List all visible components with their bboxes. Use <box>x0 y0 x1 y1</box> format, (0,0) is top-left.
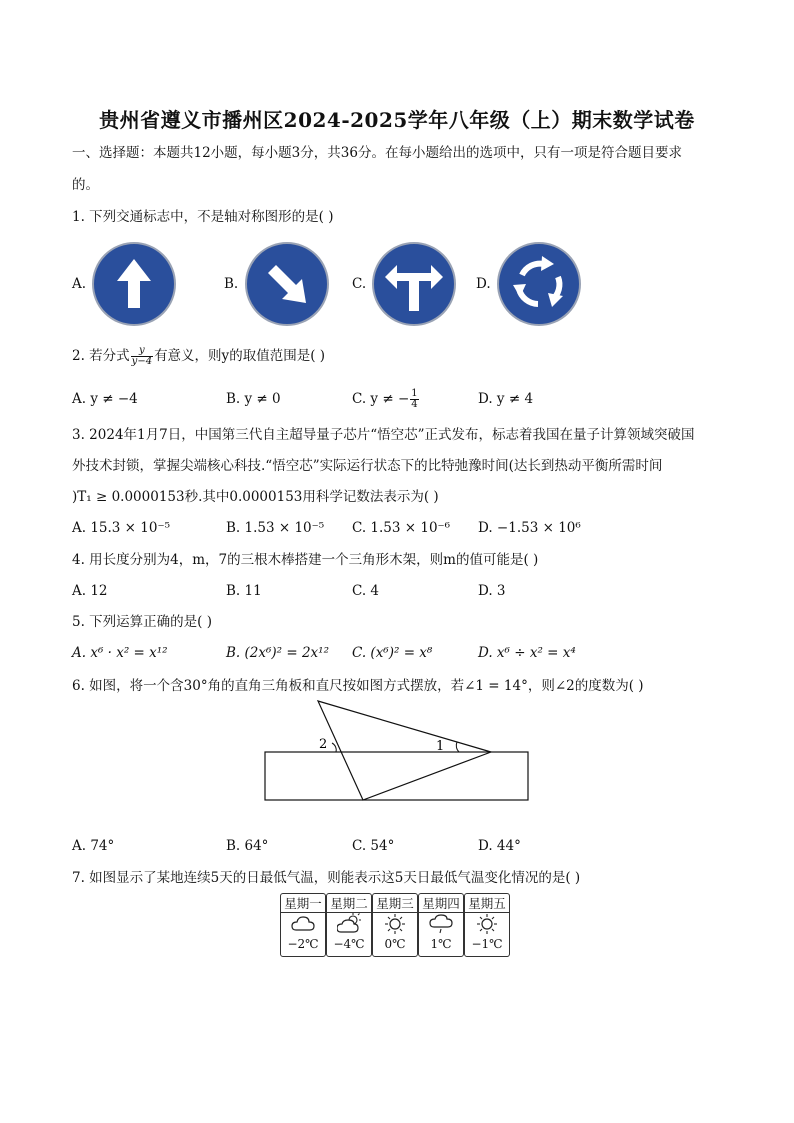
q6-option-c[interactable]: C. 54° <box>352 838 395 854</box>
q2-fraction <box>131 346 153 367</box>
weather-temp: −1℃ <box>471 937 503 951</box>
q1-option-a[interactable]: A. <box>72 276 87 292</box>
q2-stem-suffix: 有意义，则y的取值范围是( ) <box>154 348 326 364</box>
angle-2-label: 2 <box>319 737 328 752</box>
q1-option-d[interactable]: D. <box>476 276 491 292</box>
q6-option-b[interactable]: B. 64° <box>226 838 269 854</box>
q2-fraction-denominator: y−4 <box>131 356 153 367</box>
q3-option-d[interactable]: D. −1.53 × 10⁶ <box>478 520 581 536</box>
q2-option-c-text: C. y ≠ − <box>352 391 410 407</box>
turn-left-right-icon <box>371 241 457 327</box>
weather-day-4 <box>418 893 464 957</box>
q3-option-c[interactable]: C. 1.53 × 10⁻⁶ <box>352 520 451 536</box>
q4-option-a[interactable]: A. 12 <box>72 583 108 599</box>
angle-2-arc <box>332 743 336 752</box>
arrow-up-icon <box>91 241 177 327</box>
angle-1-arc <box>456 742 459 752</box>
cloud-icon <box>291 913 315 935</box>
section-instructions-line1: 一、选择题：本题共12小题，每小题3分，共36分。在每小题给出的选项中，只有一项是符合题目要求 <box>72 145 682 161</box>
sun-icon <box>383 913 407 935</box>
weather-temp: −2℃ <box>287 937 319 951</box>
q5-option-c[interactable]: C. (x⁶)² = x⁸ <box>352 645 433 661</box>
weather-temp: −4℃ <box>333 937 365 951</box>
q4-option-c[interactable]: C. 4 <box>352 583 380 599</box>
section-instructions-line2: 的。 <box>72 177 99 193</box>
q5-stem: 5. 下列运算正确的是( ) <box>72 614 212 630</box>
weather-day-label: 星期一 <box>281 895 325 913</box>
q1-option-b[interactable]: B. <box>224 276 239 292</box>
q7-stem: 7. 如图显示了某地连续5天的日最低气温，则能表示这5天日最低气温变化情况的是( ) <box>72 870 581 886</box>
q2-option-b[interactable]: B. y ≠ 0 <box>226 391 281 407</box>
q3-stem-line1: 3. 2024年1月7日，中国第三代自主超导量子芯片“悟空芯”正式发布，标志着我国在量子计算领域突破国 <box>72 427 695 443</box>
q3-stem-line3: )T₁ ≥ 0.0000153秒.其中0.0000153用科学记数法表示为( ) <box>72 489 439 505</box>
q1-stem: 1. 下列交通标志中，不是轴对称图形的是( ) <box>72 209 334 225</box>
q6-stem: 6. 如图，将一个含30°角的直角三角板和直尺按如图方式摆放，若∠1 = 14°，则∠2的度数为( ) <box>72 678 644 694</box>
weather-temp: 1℃ <box>430 937 452 951</box>
q3-stem-line2: 外技术封锁，掌握尖端核心科技.“悟空芯”实际运行状态下的比特弛豫时间(达长到热动平衡所需时间 <box>72 458 663 474</box>
weather-temp: 0℃ <box>384 937 406 951</box>
sun-cloud-icon <box>337 913 363 935</box>
q5-option-b[interactable]: B. (2x⁶)² = 2x¹² <box>226 645 329 661</box>
q1-option-c[interactable]: C. <box>352 276 367 292</box>
q2-option-a[interactable]: A. y ≠ −4 <box>72 391 138 407</box>
q2-stem <box>72 346 325 367</box>
q2-fraction-numerator: y <box>131 346 153 357</box>
q2-option-c-numerator: 1 <box>411 388 418 399</box>
weather-day-label: 星期四 <box>419 895 463 913</box>
q2-option-c[interactable] <box>352 389 420 410</box>
q5-option-d[interactable]: D. x⁶ ÷ x² = x⁴ <box>478 645 576 661</box>
page-title: 贵州省遵义市播州区2024-2025学年八年级（上）期末数学试卷 <box>99 108 695 132</box>
sun-icon <box>475 913 499 935</box>
arrow-down-right-icon <box>244 241 330 327</box>
weather-day-1 <box>280 893 326 957</box>
weather-day-label: 星期二 <box>327 895 371 913</box>
q5-option-a[interactable]: A. x⁶ · x² = x¹² <box>72 645 168 661</box>
q2-option-d[interactable]: D. y ≠ 4 <box>478 391 534 407</box>
ruler-shape <box>265 752 528 800</box>
cloud-rain-icon <box>429 913 453 935</box>
weather-day-5 <box>464 893 510 957</box>
q3-option-b[interactable]: B. 1.53 × 10⁻⁵ <box>226 520 325 536</box>
triangle-ruler-figure <box>260 698 535 806</box>
q6-option-a[interactable]: A. 74° <box>72 838 115 854</box>
weather-day-2 <box>326 893 372 957</box>
q2-option-c-denominator: 4 <box>411 399 418 410</box>
q6-option-d[interactable]: D. 44° <box>478 838 521 854</box>
q2-stem-prefix: 2. 若分式 <box>72 348 130 364</box>
angle-1-label: 1 <box>436 739 445 754</box>
weather-day-3 <box>372 893 418 957</box>
q4-stem: 4. 用长度分别为4，m，7的三根木棒搭建一个三角形木架，则m的值可能是( ) <box>72 552 539 568</box>
q3-option-a[interactable]: A. 15.3 × 10⁻⁵ <box>72 520 171 536</box>
triangle-shape <box>318 701 491 800</box>
weather-day-label: 星期五 <box>465 895 509 913</box>
q2-option-c-fraction <box>410 389 418 410</box>
q4-option-b[interactable]: B. 11 <box>226 583 262 599</box>
weather-day-label: 星期三 <box>373 895 417 913</box>
roundabout-icon <box>496 241 582 327</box>
q4-option-d[interactable]: D. 3 <box>478 583 506 599</box>
